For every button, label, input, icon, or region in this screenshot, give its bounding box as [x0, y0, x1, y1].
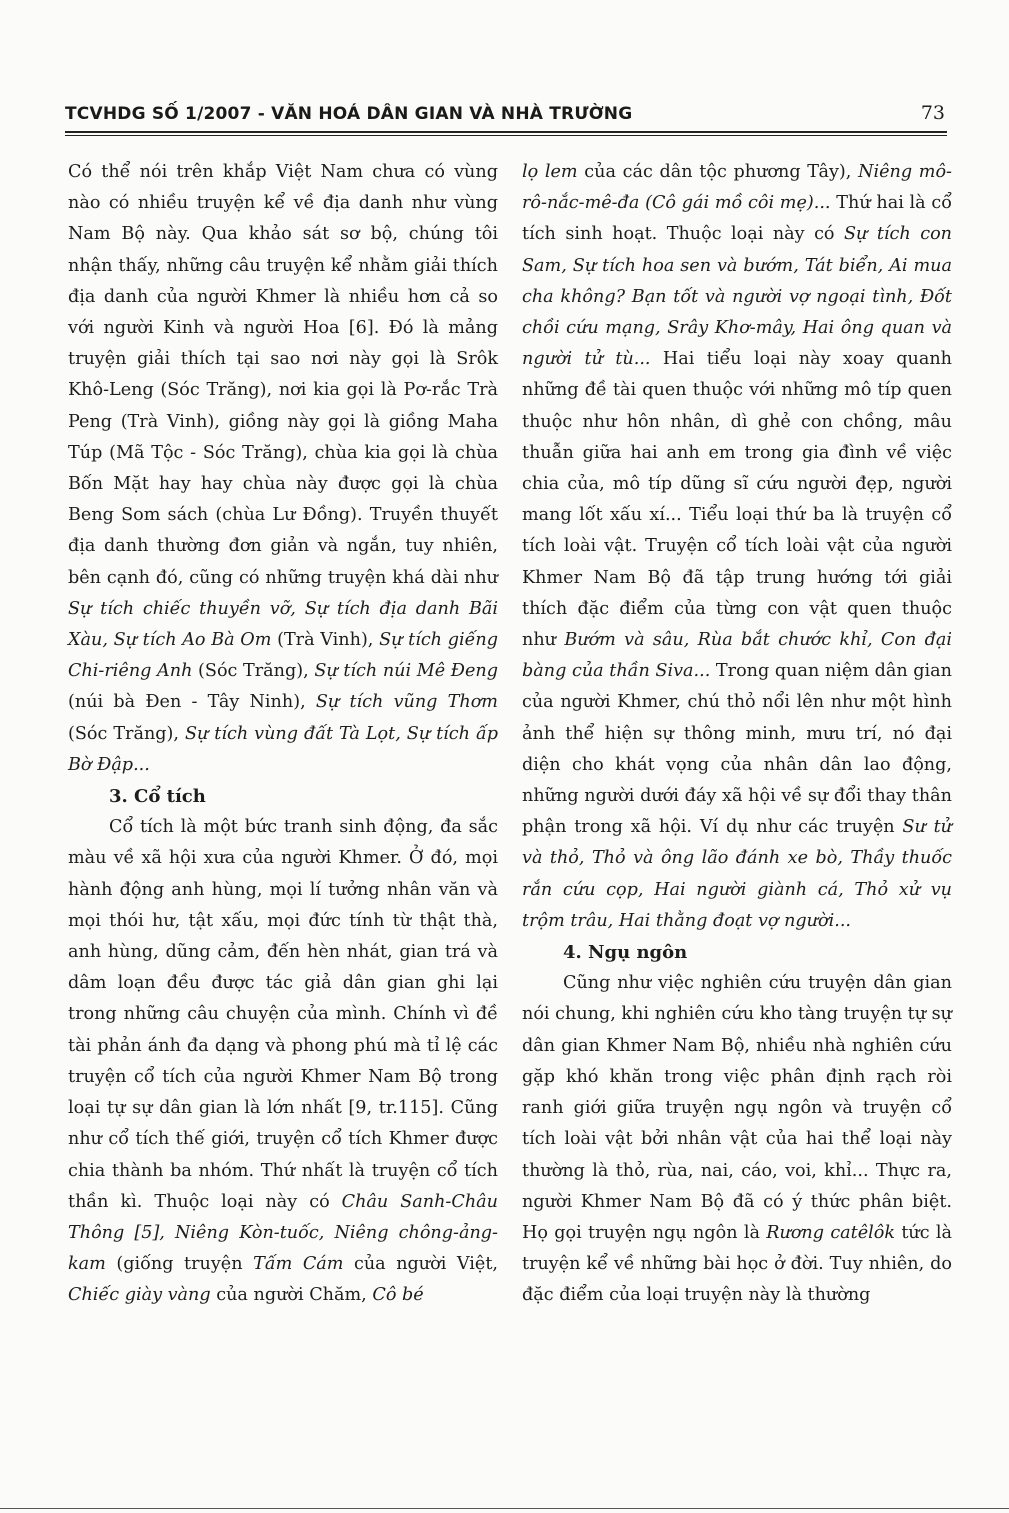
paragraph-co-tich: Cổ tích là một bức tranh sinh động, đa sắc màu về xã hội xưa của người Khmer. Ở đó, mọi hành động anh hùng, mọi lí tưởng nhân văn và mọi thói hư, tật xấu, mọi đức tính từ thật thà, anh hùng, dũng cảm, đến hèn nhát, gian trá và dâm loạn đều được tác giả dân gian ghi lại trong những câu chuyện của mình. Chính vì đề tài phản ánh đa dạng và phong phú mà tỉ lệ các truyện cổ tích của người Khmer Nam Bộ trong loại tự sự dân gian là lớn nhất [9, tr.115]. Cũng như cổ tích thế giới, truyện cổ tích Khmer được chia thành ba nhóm. Thứ nhất là truyện cổ tích thần kì. Thuộc loại này có Châu Sanh-Châu Thông [5], Niêng Kòn-tuốc, Niêng chông-ảng-kam (giống truyện Tấm Cám của người Việt, Chiếc giày vàng của người Chăm, Cô bé [68, 817, 498, 1306]
paragraph-co-tich-continued: lọ lem của các dân tộc phương Tây), Niêng mô-rô-nắc-mê-đa (Cô gái mồ côi mẹ)... Thứ hai là cổ tích sinh hoạt. Thuộc loại này có Sự tích con Sam, Sự tích hoa sen và bướm, Tát biển, Ai mua cha không? Bạn tốt và người vợ ngoại tình, Đốt chồi cứu mạng, Srây Khơ-mây, Hai ông quan và người tử tù... Hai tiểu loại này xoay quanh những đề tài quen thuộc với những mô típ quen thuộc như hôn nhân, dì ghẻ con chồng, mâu thuẫn giữa hai anh em trong gia đình về việc chia của, mô típ dũng sĩ cứu người đẹp, người mang lốt xấu xí... Tiểu loại thứ ba là truyện cổ tích loài vật. Truyện cổ tích loài vật của người Khmer Nam Bộ đã tập trung hướng tới giải thích đặc điểm của từng con vật quen thuộc như Bướm và sâu, Rùa bắt chước khỉ, Con đại bàng của thần Siva... Trong quan niệm dân gian của người Khmer, chú thỏ nổi lên như một hình ảnh thể hiện sự thông minh, mưu trí, nó đại diện cho khát vọng của nhân dân lao động, những người dưới đáy xã hội về sự đổi thay thân phận trong xã hội. Ví dụ như các truyện Sư tử và thỏ, Thỏ và ông lão đánh xe bò, Thầy thuốc rắn cứu cọp, Hai người giành cá, Thỏ xử vụ trộm trâu, Hai thằng đoạt vợ người... [522, 162, 953, 931]
section-heading-co-tich: 3. Cổ tích [109, 786, 206, 808]
left-column [68, 157, 498, 1312]
section-heading-ngu-ngon: 4. Ngụ ngôn [563, 942, 688, 964]
header-rule-thin [65, 135, 947, 136]
running-header [65, 100, 947, 130]
journal-title: TCVHDG SỐ 1/2007 - VĂN HOÁ DÂN GIAN VÀ NHÀ TRƯỜNG [65, 104, 633, 124]
paragraph-place-names: Có thể nói trên khắp Việt Nam chưa có vùng nào có nhiều truyện kể về địa danh như vùng Nam Bộ này. Qua khảo sát sơ bộ, chúng tôi nhận thấy, những câu truyện kể nhằm giải thích địa danh của người Khmer là nhiều hơn cả so với người Kinh và người Hoa [6]. Đó là mảng truyện giải thích tại sao nơi này gọi là Srôk Khô-Leng (Sóc Trăng), nơi kia gọi là Pơ-rắc Trà Peng (Trà Vinh), giồng này gọi là giồng Maha Túp (Mã Tộc - Sóc Trăng), chùa kia gọi là chùa Bốn Mặt hay hay chùa này được gọi là chùa Beng Som sách (chùa Lư Đồng). Truyền thuyết địa danh thường đơn giản và ngắn, tuy nhiên, bên cạnh đó, cũng có những truyện khá dài như Sự tích chiếc thuyền vỡ, Sự tích địa danh Bãi Xàu, Sự tích Ao Bà Om (Trà Vinh), Sự tích giếng Chi-riêng Anh (Sóc Trăng), Sự tích núi Mê Đeng (núi bà Đen - Tây Ninh), Sự tích vũng Thơm (Sóc Trăng), Sự tích vùng đất Tà Lọt, Sự tích ấp Bờ Đập... [68, 162, 499, 775]
paragraph-ngu-ngon: Cũng như việc nghiên cứu truyện dân gian nói chung, khi nghiên cứu kho tàng truyện tự sự dân gian Khmer Nam Bộ, nhiều nhà nghiên cứu gặp khó khăn trong việc phân định rạch ròi ranh giới giữa truyện ngụ ngôn và truyện cổ tích loài vật bởi nhân vật của hai thể loại này thường là thỏ, rùa, nai, cáo, voi, khỉ... Thực ra, người Khmer Nam Bộ đã có ý thức phân biệt. Họ gọi truyện ngụ ngôn là Rương catêlôk tức là truyện kể về những bài học ở đời. Tuy nhiên, do đặc điểm của loại truyện này là thường [522, 973, 953, 1306]
right-column [522, 157, 952, 1312]
page-bottom-rule [0, 1508, 1009, 1509]
header-rule-thick [65, 131, 947, 133]
page-number: 73 [920, 102, 945, 124]
